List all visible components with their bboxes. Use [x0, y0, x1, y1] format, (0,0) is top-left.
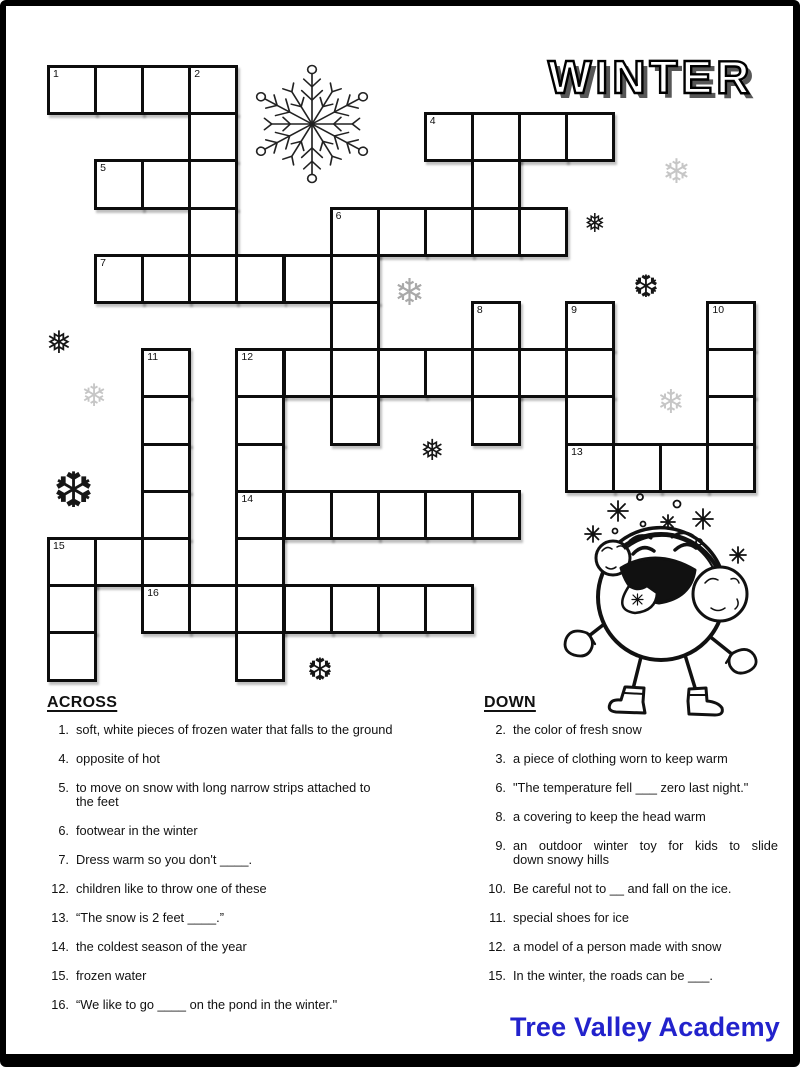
crossword-cell	[235, 443, 285, 493]
clue-number: 12.	[488, 939, 506, 954]
crossword-cell	[659, 443, 709, 493]
cell-number: 7	[100, 256, 106, 269]
crossword-cell	[706, 348, 756, 398]
right-mitten	[729, 649, 756, 673]
clue-text: footwear in the winter	[76, 823, 198, 838]
clue-text: "The temperature fell ___ zero last night."	[513, 780, 749, 795]
crossword-cell	[94, 537, 144, 587]
cell-number: 9	[571, 304, 577, 316]
clue-text: opposite of hot	[76, 751, 160, 766]
crossword-cell	[47, 631, 97, 681]
crossword-cell	[377, 207, 427, 257]
crossword-cell	[330, 254, 380, 304]
clue-number: 8.	[495, 809, 506, 824]
snowflake-icon: ❄	[662, 152, 691, 192]
clue-text: the color of fresh snow	[513, 722, 642, 737]
cell-number: 6	[335, 209, 342, 222]
clue-text: “We like to go ____ on the pond in the winter."	[76, 997, 338, 1012]
clue-number: 3.	[495, 751, 506, 766]
crossword-cell	[94, 254, 144, 304]
clue-item	[47, 824, 477, 838]
crossword-cell	[235, 254, 285, 304]
clue-number: 7.	[58, 852, 69, 867]
crossword-cell	[141, 254, 191, 304]
clue-text: the coldest season of the year	[76, 939, 247, 954]
clue-text: children like to throw one of these	[76, 881, 267, 896]
snowflake-icon: ❅	[46, 325, 72, 361]
clue-number: 2.	[495, 722, 506, 737]
crossword-cell	[47, 65, 97, 115]
cell-number: 14	[241, 492, 254, 505]
clue-item	[484, 810, 778, 824]
clue-number: 10.	[488, 881, 506, 896]
snowflake-icon: ❄	[394, 271, 426, 314]
clue-text: Dress warm so you don't ____.	[76, 852, 252, 867]
crossword-cell	[706, 395, 756, 445]
clue-text: special shoes for ice	[513, 910, 629, 925]
cell-number: 4	[429, 115, 436, 128]
crossword-cell	[235, 631, 285, 681]
crossword-cell	[471, 301, 521, 351]
crossword-cell	[188, 112, 238, 162]
crossword-cell	[141, 159, 191, 209]
clue-number: 15.	[51, 968, 69, 983]
clue-text: a covering to keep the head warm	[513, 809, 706, 824]
cell-number: 11	[147, 351, 159, 364]
cell-number: 10	[712, 304, 725, 316]
crossword-cell	[565, 112, 615, 162]
cell-number: 5	[100, 162, 106, 175]
crossword-cell	[188, 584, 238, 634]
crossword-cell	[471, 207, 521, 257]
snowflake-icon: ❄	[657, 382, 685, 421]
crossword-cell	[330, 301, 380, 351]
down-header: DOWN	[484, 694, 536, 711]
crossword-cell	[330, 490, 380, 540]
clue-item	[47, 853, 477, 867]
clue-number: 1.	[58, 722, 69, 737]
snowflake-icon: ❅	[584, 209, 606, 239]
snowflake-icon: ❄	[81, 378, 107, 414]
clue-number: 9.	[495, 838, 506, 853]
snowflake-icon: ❆	[53, 462, 95, 519]
across-clue-list	[47, 723, 477, 1012]
clue-number: 12.	[51, 881, 69, 896]
crossword-cell	[141, 348, 191, 398]
clue-item	[47, 911, 477, 925]
right-earmuff	[693, 567, 747, 621]
crossword-cell	[471, 348, 521, 398]
crossword-cell	[94, 159, 144, 209]
crossword-cell	[141, 443, 191, 493]
large-snowflake-icon	[250, 60, 374, 188]
crossword-cell	[471, 159, 521, 209]
crossword-cell	[424, 490, 474, 540]
crossword-cell	[330, 584, 380, 634]
cell-number: 13	[571, 445, 583, 458]
snowflake-on-tongue-icon	[632, 594, 643, 605]
clue-text: Be careful not to __ and fall on the ice.	[513, 881, 732, 896]
clue-number: 16.	[51, 997, 69, 1012]
down-clues-section	[484, 694, 778, 998]
clue-item	[484, 969, 778, 983]
cell-number: 8	[476, 304, 483, 316]
clue-text: a piece of clothing worn to keep warm	[513, 751, 728, 766]
snowball-character-illustration	[543, 487, 775, 727]
crossword-cell	[424, 584, 474, 634]
clue-text: an outdoor winter toy for kids to slide down snowy hills	[513, 838, 778, 867]
clue-number: 5.	[58, 780, 69, 795]
clue-item	[47, 723, 477, 737]
cell-number: 16	[147, 587, 159, 600]
crossword-cell	[141, 395, 191, 445]
crossword-cell	[377, 490, 427, 540]
crossword-cell	[424, 348, 474, 398]
clue-item	[484, 940, 778, 954]
crossword-cell	[235, 490, 285, 540]
crossword-cell	[94, 65, 144, 115]
clue-item	[47, 752, 477, 766]
cell-number: 12	[241, 351, 254, 364]
crossword-cell	[235, 395, 285, 445]
clue-text: frozen water	[76, 968, 147, 983]
clue-item	[47, 940, 477, 954]
clue-text: soft, white pieces of frozen water that falls to the ground	[76, 722, 393, 737]
crossword-cell	[330, 395, 380, 445]
clue-item	[484, 882, 778, 896]
clue-number: 14.	[51, 939, 69, 954]
crossword-cell	[471, 490, 521, 540]
down-clue-list	[484, 723, 778, 983]
clue-item	[47, 969, 477, 983]
clue-item	[484, 911, 778, 925]
crossword-cell	[188, 65, 238, 115]
clue-number: 13.	[51, 910, 69, 925]
crossword-cell	[283, 348, 333, 398]
crossword-cell	[235, 537, 285, 587]
crossword-cell	[565, 348, 615, 398]
brand-logo-text: Tree Valley Academy	[510, 1012, 780, 1042]
crossword-cell	[188, 207, 238, 257]
crossword-cell	[141, 537, 191, 587]
crossword-cell	[518, 112, 568, 162]
worksheet-title: WINTER	[548, 51, 754, 103]
crossword-cell	[377, 348, 427, 398]
crossword-cell	[283, 584, 333, 634]
across-clues-section	[47, 694, 477, 1027]
crossword-cell	[235, 584, 285, 634]
crossword-cell	[565, 395, 615, 445]
snowflake-icon: ❅	[420, 433, 445, 467]
crossword-cell	[330, 348, 380, 398]
crossword-cell	[471, 112, 521, 162]
crossword-cell	[565, 443, 615, 493]
crossword-cell	[141, 65, 191, 115]
crossword-cell	[518, 207, 568, 257]
crossword-cell	[518, 348, 568, 398]
clue-number: 11.	[489, 910, 506, 925]
clue-item	[47, 882, 477, 896]
crossword-cell	[330, 207, 380, 257]
crossword-cell	[235, 348, 285, 398]
across-header: ACROSS	[47, 694, 118, 711]
clue-text: In the winter, the roads can be ___.	[513, 968, 713, 983]
crossword-cell	[471, 395, 521, 445]
snowflake-icon: ❆	[633, 269, 659, 305]
clue-item	[484, 839, 778, 867]
crossword-cell	[424, 112, 474, 162]
crossword-cell	[706, 443, 756, 493]
clue-item	[47, 998, 477, 1012]
clue-text: to move on snow with long narrow strips attached to the feet	[76, 780, 371, 809]
crossword-cell	[141, 490, 191, 540]
crossword-cell	[565, 301, 615, 351]
cell-number: 1	[53, 68, 59, 80]
clue-item	[484, 723, 778, 737]
crossword-cell	[283, 254, 333, 304]
crossword-cell	[706, 301, 756, 351]
snowflake-icon: ❆	[307, 652, 333, 688]
crossword-cell	[424, 207, 474, 257]
crossword-cell	[612, 443, 662, 493]
crossword-cell	[47, 584, 97, 634]
cell-number: 2	[194, 68, 201, 80]
crossword-cell	[377, 584, 427, 634]
clue-item	[484, 781, 778, 795]
clue-number: 4.	[58, 751, 69, 766]
clue-text: “The snow is 2 feet ____.”	[76, 910, 224, 925]
clue-item	[47, 781, 477, 809]
clue-item	[484, 752, 778, 766]
cell-number: 15	[53, 540, 65, 552]
crossword-cell	[141, 584, 191, 634]
clue-number: 15.	[488, 968, 506, 983]
crossword-cell	[283, 490, 333, 540]
crossword-cell	[188, 254, 238, 304]
clue-number: 6.	[58, 823, 69, 838]
clue-number: 6.	[495, 780, 506, 795]
crossword-cell	[47, 537, 97, 587]
clue-text: a model of a person made with snow	[513, 939, 722, 954]
crossword-cell	[188, 159, 238, 209]
